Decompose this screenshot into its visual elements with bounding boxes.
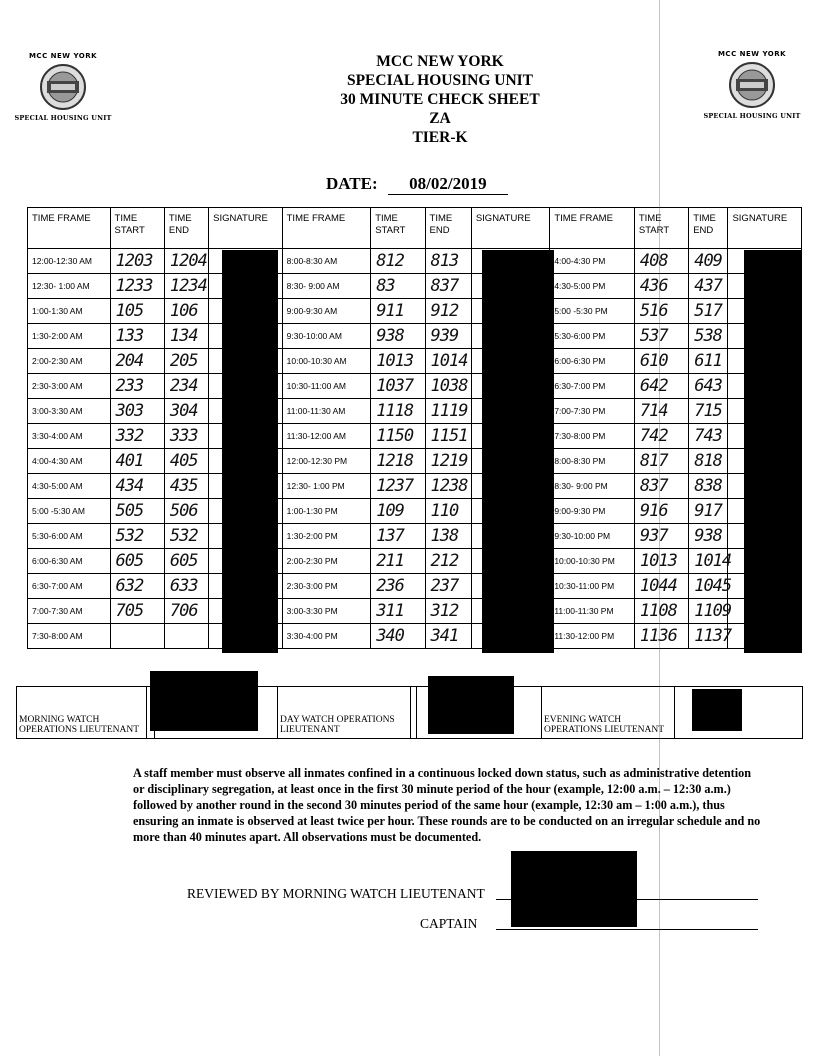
time-start-cell: 1150 xyxy=(371,424,425,449)
time-end-cell: 435 xyxy=(164,474,208,499)
time-end-cell xyxy=(164,624,208,649)
time-end-cell: 605 xyxy=(164,549,208,574)
col-header-time-start: TIME START xyxy=(371,208,425,249)
reviewed-by-label: REVIEWED BY MORNING WATCH LIEUTENANT xyxy=(187,886,485,901)
time-start-cell: 340 xyxy=(371,624,425,649)
time-start-cell: 705 xyxy=(110,599,164,624)
title-line-3: 30 MINUTE CHECK SHEET xyxy=(340,91,540,108)
time-end-cell: 1137 xyxy=(689,624,728,649)
time-start-cell: 434 xyxy=(110,474,164,499)
time-end-cell: 333 xyxy=(164,424,208,449)
time-frame-cell: 12:30- 1:00 PM xyxy=(282,474,371,499)
time-end-cell: 405 xyxy=(164,449,208,474)
time-end-cell: 312 xyxy=(425,599,471,624)
time-end-cell: 939 xyxy=(425,324,471,349)
time-start-cell: 605 xyxy=(110,549,164,574)
time-start-cell: 137 xyxy=(371,524,425,549)
time-frame-cell: 11:30-12:00 AM xyxy=(282,424,371,449)
time-frame-cell: 12:00-12:30 PM xyxy=(282,449,371,474)
check-sheet-table xyxy=(27,207,802,649)
time-start-cell: 632 xyxy=(110,574,164,599)
time-start-cell: 1118 xyxy=(371,399,425,424)
time-start-cell: 332 xyxy=(110,424,164,449)
time-frame-cell: 10:00-10:30 PM xyxy=(550,549,635,574)
evening-watch-label: EVENING WATCH OPERATIONS LIEUTENANT xyxy=(542,687,675,739)
table-row xyxy=(28,499,802,524)
time-start-cell: 714 xyxy=(634,399,688,424)
time-frame-cell: 10:00-10:30 AM xyxy=(282,349,371,374)
time-frame-cell: 9:30-10:00 PM xyxy=(550,524,635,549)
table-row xyxy=(28,624,802,649)
time-end-cell: 538 xyxy=(689,324,728,349)
time-frame-cell: 4:30-5:00 PM xyxy=(550,274,635,299)
time-frame-cell: 6:30-7:00 AM xyxy=(28,574,111,599)
time-end-cell: 838 xyxy=(689,474,728,499)
time-end-cell: 1014 xyxy=(425,349,471,374)
time-start-cell: 1218 xyxy=(371,449,425,474)
time-frame-cell: 6:30-7:00 PM xyxy=(550,374,635,399)
time-frame-cell: 6:00-6:30 PM xyxy=(550,349,635,374)
table-row xyxy=(28,474,802,499)
time-end-cell: 237 xyxy=(425,574,471,599)
time-frame-cell: 9:00-9:30 AM xyxy=(282,299,371,324)
time-frame-cell: 8:00-8:30 AM xyxy=(282,249,371,274)
time-end-cell: 304 xyxy=(164,399,208,424)
time-start-cell: 436 xyxy=(634,274,688,299)
time-end-cell: 1204 xyxy=(164,249,208,274)
time-end-cell: 813 xyxy=(425,249,471,274)
table-row xyxy=(28,549,802,574)
time-start-cell: 532 xyxy=(110,524,164,549)
title-line-4: ZA xyxy=(429,110,451,127)
col-header-time-start: TIME START xyxy=(110,208,164,249)
time-start-cell: 1233 xyxy=(110,274,164,299)
time-end-cell: 134 xyxy=(164,324,208,349)
captain-label: CAPTAIN xyxy=(420,916,478,931)
time-start-cell: 1013 xyxy=(634,549,688,574)
time-frame-cell: 10:30-11:00 AM xyxy=(282,374,371,399)
time-frame-cell: 8:30- 9:00 PM xyxy=(550,474,635,499)
col-header-signature: SIGNATURE xyxy=(209,208,282,249)
table-row xyxy=(28,299,802,324)
logo-bottom-text: SPECIAL HOUSING UNIT xyxy=(14,114,112,122)
time-frame-cell: 5:30-6:00 PM xyxy=(550,324,635,349)
time-frame-cell: 11:30-12:00 PM xyxy=(550,624,635,649)
time-frame-cell: 2:30-3:00 AM xyxy=(28,374,111,399)
time-start-cell: 311 xyxy=(371,599,425,624)
time-frame-cell: 12:00-12:30 AM xyxy=(28,249,111,274)
time-frame-cell: 10:30-11:00 PM xyxy=(550,574,635,599)
time-frame-cell: 3:30-4:00 PM xyxy=(282,624,371,649)
time-frame-cell: 4:00-4:30 AM xyxy=(28,449,111,474)
time-start-cell: 837 xyxy=(634,474,688,499)
time-end-cell: 1038 xyxy=(425,374,471,399)
col-header-signature: SIGNATURE xyxy=(728,208,802,249)
time-end-cell: 743 xyxy=(689,424,728,449)
logo-top-text: MCC NEW YORK xyxy=(717,50,787,58)
time-frame-cell: 4:30-5:00 AM xyxy=(28,474,111,499)
time-frame-cell: 2:00-2:30 AM xyxy=(28,349,111,374)
redacted-morning-signature xyxy=(150,671,258,731)
time-frame-cell: 2:30-3:00 PM xyxy=(282,574,371,599)
time-start-cell: 408 xyxy=(634,249,688,274)
col-header-time-frame: TIME FRAME xyxy=(550,208,635,249)
time-end-cell: 212 xyxy=(425,549,471,574)
time-end-cell: 1238 xyxy=(425,474,471,499)
time-end-cell: 205 xyxy=(164,349,208,374)
redacted-signature-block xyxy=(222,250,278,653)
time-end-cell: 1014 xyxy=(689,549,728,574)
time-start-cell: 812 xyxy=(371,249,425,274)
time-frame-cell: 1:30-2:00 AM xyxy=(28,324,111,349)
table-row xyxy=(28,574,802,599)
title-line-2: SPECIAL HOUSING UNIT xyxy=(346,72,534,89)
time-end-cell: 110 xyxy=(425,499,471,524)
time-frame-cell: 12:30- 1:00 AM xyxy=(28,274,111,299)
date-label: DATE: xyxy=(326,174,378,193)
table-row xyxy=(28,424,802,449)
date-value: 08/02/2019 xyxy=(388,174,508,195)
time-end-cell: 506 xyxy=(164,499,208,524)
time-end-cell: 643 xyxy=(689,374,728,399)
time-end-cell: 1109 xyxy=(689,599,728,624)
time-start-cell: 133 xyxy=(110,324,164,349)
time-end-cell: 234 xyxy=(164,374,208,399)
redacted-review-signature xyxy=(511,851,637,927)
time-end-cell: 633 xyxy=(164,574,208,599)
date-field xyxy=(326,174,508,195)
table-header-row xyxy=(28,208,802,249)
col-header-time-start: TIME START xyxy=(634,208,688,249)
time-end-cell: 341 xyxy=(425,624,471,649)
time-frame-cell: 1:00-1:30 AM xyxy=(28,299,111,324)
time-frame-cell: 7:00-7:30 PM xyxy=(550,399,635,424)
table-row xyxy=(28,524,802,549)
redacted-day-signature xyxy=(428,676,514,734)
time-start-cell: 211 xyxy=(371,549,425,574)
time-end-cell: 715 xyxy=(689,399,728,424)
time-end-cell: 1151 xyxy=(425,424,471,449)
time-frame-cell: 5:30-6:00 AM xyxy=(28,524,111,549)
day-watch-label: DAY WATCH OPERATIONS LIEUTENANT xyxy=(278,687,411,739)
time-end-cell: 437 xyxy=(689,274,728,299)
document-title xyxy=(250,52,630,147)
shu-seal-icon xyxy=(39,63,87,111)
time-start-cell xyxy=(110,624,164,649)
time-start-cell: 1203 xyxy=(110,249,164,274)
scan-artifact-line xyxy=(659,0,660,1056)
logo-left xyxy=(8,52,118,122)
time-start-cell: 610 xyxy=(634,349,688,374)
lieutenant-signoff-table xyxy=(16,686,803,739)
time-frame-cell: 4:00-4:30 PM xyxy=(550,249,635,274)
table-body xyxy=(28,249,802,649)
time-start-cell: 83 xyxy=(371,274,425,299)
time-end-cell: 138 xyxy=(425,524,471,549)
time-start-cell: 105 xyxy=(110,299,164,324)
time-frame-cell: 8:00-8:30 PM xyxy=(550,449,635,474)
time-start-cell: 916 xyxy=(634,499,688,524)
col-header-signature: SIGNATURE xyxy=(471,208,550,249)
col-header-time-end: TIME END xyxy=(164,208,208,249)
title-line-5: TIER-K xyxy=(412,129,468,146)
table-row xyxy=(28,449,802,474)
time-start-cell: 516 xyxy=(634,299,688,324)
time-start-cell: 1037 xyxy=(371,374,425,399)
table-row xyxy=(28,274,802,299)
time-end-cell: 917 xyxy=(689,499,728,524)
time-end-cell: 611 xyxy=(689,349,728,374)
time-frame-cell: 7:30-8:00 AM xyxy=(28,624,111,649)
time-end-cell: 938 xyxy=(689,524,728,549)
time-frame-cell: 9:30-10:00 AM xyxy=(282,324,371,349)
time-frame-cell: 3:30-4:00 AM xyxy=(28,424,111,449)
table-row xyxy=(28,324,802,349)
redacted-evening-signature xyxy=(692,689,742,731)
title-line-1: MCC NEW YORK xyxy=(376,53,504,70)
time-end-cell: 1119 xyxy=(425,399,471,424)
redacted-signature-block xyxy=(482,250,554,653)
time-start-cell: 937 xyxy=(634,524,688,549)
time-start-cell: 505 xyxy=(110,499,164,524)
time-start-cell: 236 xyxy=(371,574,425,599)
time-frame-cell: 5:00 -5:30 AM xyxy=(28,499,111,524)
table-row xyxy=(28,599,802,624)
time-end-cell: 1045 xyxy=(689,574,728,599)
time-end-cell: 1219 xyxy=(425,449,471,474)
time-frame-cell: 2:00-2:30 PM xyxy=(282,549,371,574)
time-end-cell: 706 xyxy=(164,599,208,624)
time-start-cell: 742 xyxy=(634,424,688,449)
time-start-cell: 1013 xyxy=(371,349,425,374)
col-header-time-frame: TIME FRAME xyxy=(282,208,371,249)
time-frame-cell: 7:00-7:30 AM xyxy=(28,599,111,624)
time-start-cell: 109 xyxy=(371,499,425,524)
time-frame-cell: 3:00-3:30 PM xyxy=(282,599,371,624)
time-start-cell: 303 xyxy=(110,399,164,424)
col-header-time-frame: TIME FRAME xyxy=(28,208,111,249)
col-header-time-end: TIME END xyxy=(689,208,728,249)
logo-top-text: MCC NEW YORK xyxy=(28,52,98,60)
time-start-cell: 911 xyxy=(371,299,425,324)
captain-signature-line xyxy=(496,929,758,930)
logo-right xyxy=(697,50,807,120)
time-start-cell: 204 xyxy=(110,349,164,374)
time-start-cell: 1044 xyxy=(634,574,688,599)
time-frame-cell: 3:00-3:30 AM xyxy=(28,399,111,424)
time-start-cell: 537 xyxy=(634,324,688,349)
table-row xyxy=(28,249,802,274)
time-frame-cell: 5:00 -5:30 PM xyxy=(550,299,635,324)
time-start-cell: 642 xyxy=(634,374,688,399)
time-frame-cell: 1:00-1:30 PM xyxy=(282,499,371,524)
time-start-cell: 1108 xyxy=(634,599,688,624)
time-frame-cell: 6:00-6:30 AM xyxy=(28,549,111,574)
time-start-cell: 233 xyxy=(110,374,164,399)
time-frame-cell: 11:00-11:30 PM xyxy=(550,599,635,624)
time-frame-cell: 11:00-11:30 AM xyxy=(282,399,371,424)
time-start-cell: 401 xyxy=(110,449,164,474)
time-end-cell: 517 xyxy=(689,299,728,324)
time-end-cell: 106 xyxy=(164,299,208,324)
time-end-cell: 532 xyxy=(164,524,208,549)
time-end-cell: 1234 xyxy=(164,274,208,299)
time-start-cell: 817 xyxy=(634,449,688,474)
time-frame-cell: 1:30-2:00 PM xyxy=(282,524,371,549)
time-frame-cell: 8:30- 9:00 AM xyxy=(282,274,371,299)
time-frame-cell: 7:30-8:00 PM xyxy=(550,424,635,449)
time-end-cell: 837 xyxy=(425,274,471,299)
shu-seal-icon xyxy=(728,61,776,109)
table-row xyxy=(28,399,802,424)
table-row xyxy=(28,374,802,399)
policy-paragraph: A staff member must observe all inmates confined in a continuous locked down status, such as administrative detention or disciplinary segregation, at least once in the first 30 minute period of the hour (example, 12:00 a.m. – 12:30 a.m.) followed by another round in the second 30 minutes period of the same hour (example, 12:30 am – 1:00 a.m.), thus ensuring an inmate is observed at least twice per hour. These rounds are to be conducted on an irregular schedule and no more than 40 minutes apart. All observations must be documented. xyxy=(133,766,761,844)
redacted-signature-block xyxy=(744,250,802,653)
time-frame-cell: 9:00-9:30 PM xyxy=(550,499,635,524)
table-row xyxy=(28,349,802,374)
time-end-cell: 818 xyxy=(689,449,728,474)
time-start-cell: 1237 xyxy=(371,474,425,499)
time-start-cell: 1136 xyxy=(634,624,688,649)
time-end-cell: 409 xyxy=(689,249,728,274)
col-header-time-end: TIME END xyxy=(425,208,471,249)
time-end-cell: 912 xyxy=(425,299,471,324)
logo-bottom-text: SPECIAL HOUSING UNIT xyxy=(703,112,801,120)
morning-watch-label: MORNING WATCH OPERATIONS LIEUTENANT xyxy=(17,687,147,739)
time-start-cell: 938 xyxy=(371,324,425,349)
